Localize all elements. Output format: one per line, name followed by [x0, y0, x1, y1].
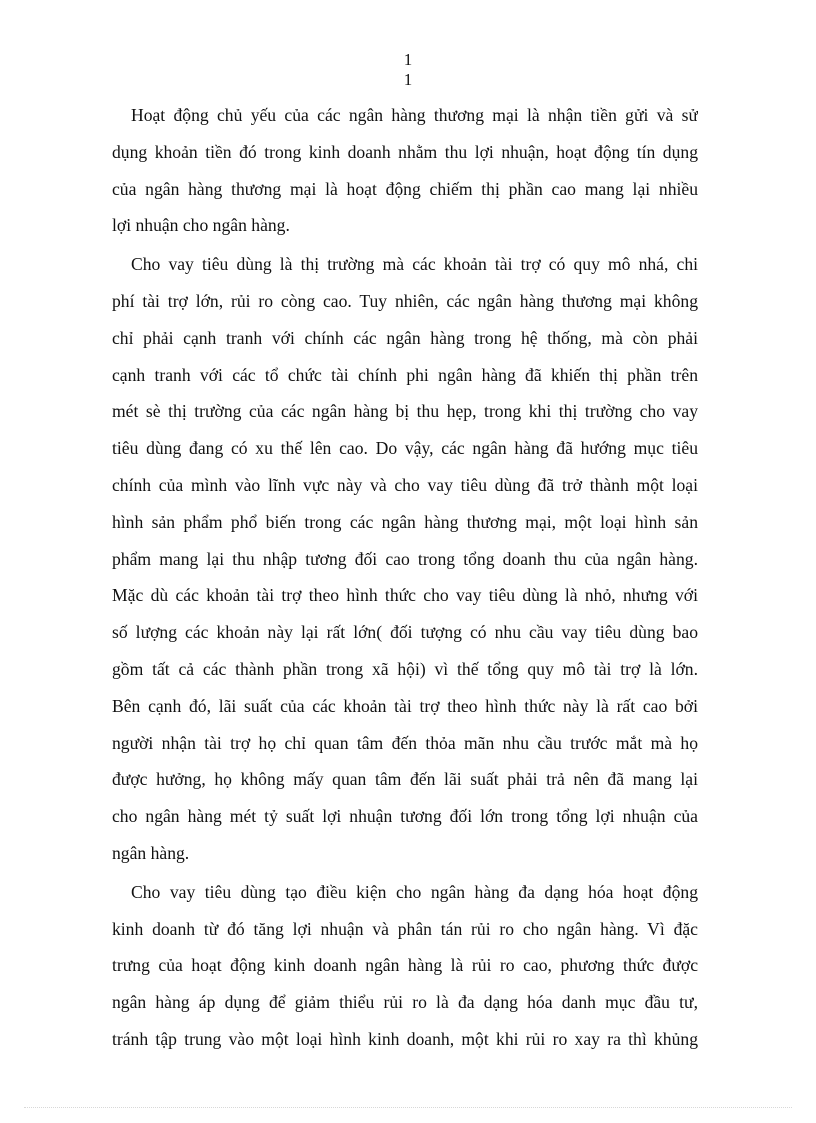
text-line: Hoạt động chủ yếu của các ngân hàng thương mại là nhận tiền gửi và sử	[131, 105, 698, 125]
page-number	[0, 50, 816, 90]
text-line: ngân hàng.	[112, 842, 190, 863]
text-line: Mặc dù các khoản tài trợ theo hình thức cho vay tiêu dùng là nhỏ, nhưng với	[112, 585, 698, 606]
text-line: mét sè thị trường của các ngân hàng bị thu hẹp, trong khi thị trường cho vay	[112, 401, 698, 422]
text-line: Cho vay tiêu dùng là thị trường mà các khoản tài trợ có quy mô nhá, chi	[131, 254, 698, 275]
text-line: Cho vay tiêu dùng tạo điều kiện cho ngân hàng đa dạng hóa hoạt động	[131, 881, 698, 902]
text-line: ngân hàng áp dụng để giảm thiểu rủi ro là đa dạng hóa danh mục đầu tư,	[112, 992, 698, 1013]
text-line: kinh doanh từ đó tăng lợi nhuận và phân tán rủi ro cho ngân hàng. Vì đặc	[112, 918, 698, 939]
text-line: chính của mình vào lĩnh vực này và cho vay tiêu dùng đã trở thành một loại	[112, 474, 698, 495]
text-line: cho ngân hàng mét tỷ suất lợi nhuận tương đối lớn trong tổng lợi nhuận của	[112, 806, 698, 827]
paragraph-3	[112, 874, 698, 1058]
text-line: của ngân hàng thương mại là hoạt động chiếm thị phần cao mang lại nhiều	[112, 178, 698, 199]
text-line: lợi nhuận cho ngân hàng.	[112, 215, 290, 236]
text-line: gồm tất cả các thành phần trong xã hội) vì thế tổng quy mô tài trợ là lớn.	[112, 658, 698, 679]
document-body	[112, 97, 698, 1058]
text-line: Bên cạnh đó, lãi suất của các khoản tài trợ theo hình thức này là rất cao bởi	[112, 695, 698, 716]
page-bottom-border	[24, 1107, 792, 1108]
text-line: người nhận tài trợ họ chỉ quan tâm đến thỏa mãn nhu cầu trước mắt mà họ	[112, 732, 698, 753]
text-line: tránh tập trung vào một loại hình kinh doanh, một khi rủi ro xay ra thì khủng	[112, 1028, 698, 1049]
page-number-line-1: 1	[403, 50, 413, 69]
page-number-line-2: 1	[403, 70, 413, 89]
text-line: trưng của hoạt động kinh doanh ngân hàng là rủi ro cao, phương thức được	[112, 955, 698, 976]
text-line: hình sản phẩm phổ biến trong các ngân hàng thương mại, một loại hình sản	[112, 511, 698, 532]
text-line: phẩm mang lại thu nhập tương đối cao trong tổng doanh thu của ngân hàng.	[112, 548, 698, 569]
text-line: phí tài trợ lớn, rủi ro còng cao. Tuy nhiên, các ngân hàng thương mại không	[112, 290, 698, 311]
text-line: số lượng các khoản này lại rất lớn( đối tượng có nhu cầu vay tiêu dùng bao	[112, 622, 698, 643]
paragraph-1	[112, 97, 698, 244]
text-line: cạnh tranh với các tổ chức tài chính phi ngân hàng đã khiến thị phần trên	[112, 364, 698, 385]
paragraph-2	[112, 246, 698, 872]
text-line: tiêu dùng đang có xu thế lên cao. Do vậy, các ngân hàng đã hướng mục tiêu	[112, 438, 698, 459]
text-line: được hưởng, họ không mấy quan tâm đến lãi suất phải trả nên đã mang lại	[112, 769, 698, 790]
text-line: dụng khoản tiền đó trong kinh doanh nhằm thu lợi nhuận, hoạt động tín dụng	[112, 141, 698, 162]
text-line: chỉ phải cạnh tranh với chính các ngân hàng trong hệ thống, mà còn phải	[112, 327, 698, 348]
